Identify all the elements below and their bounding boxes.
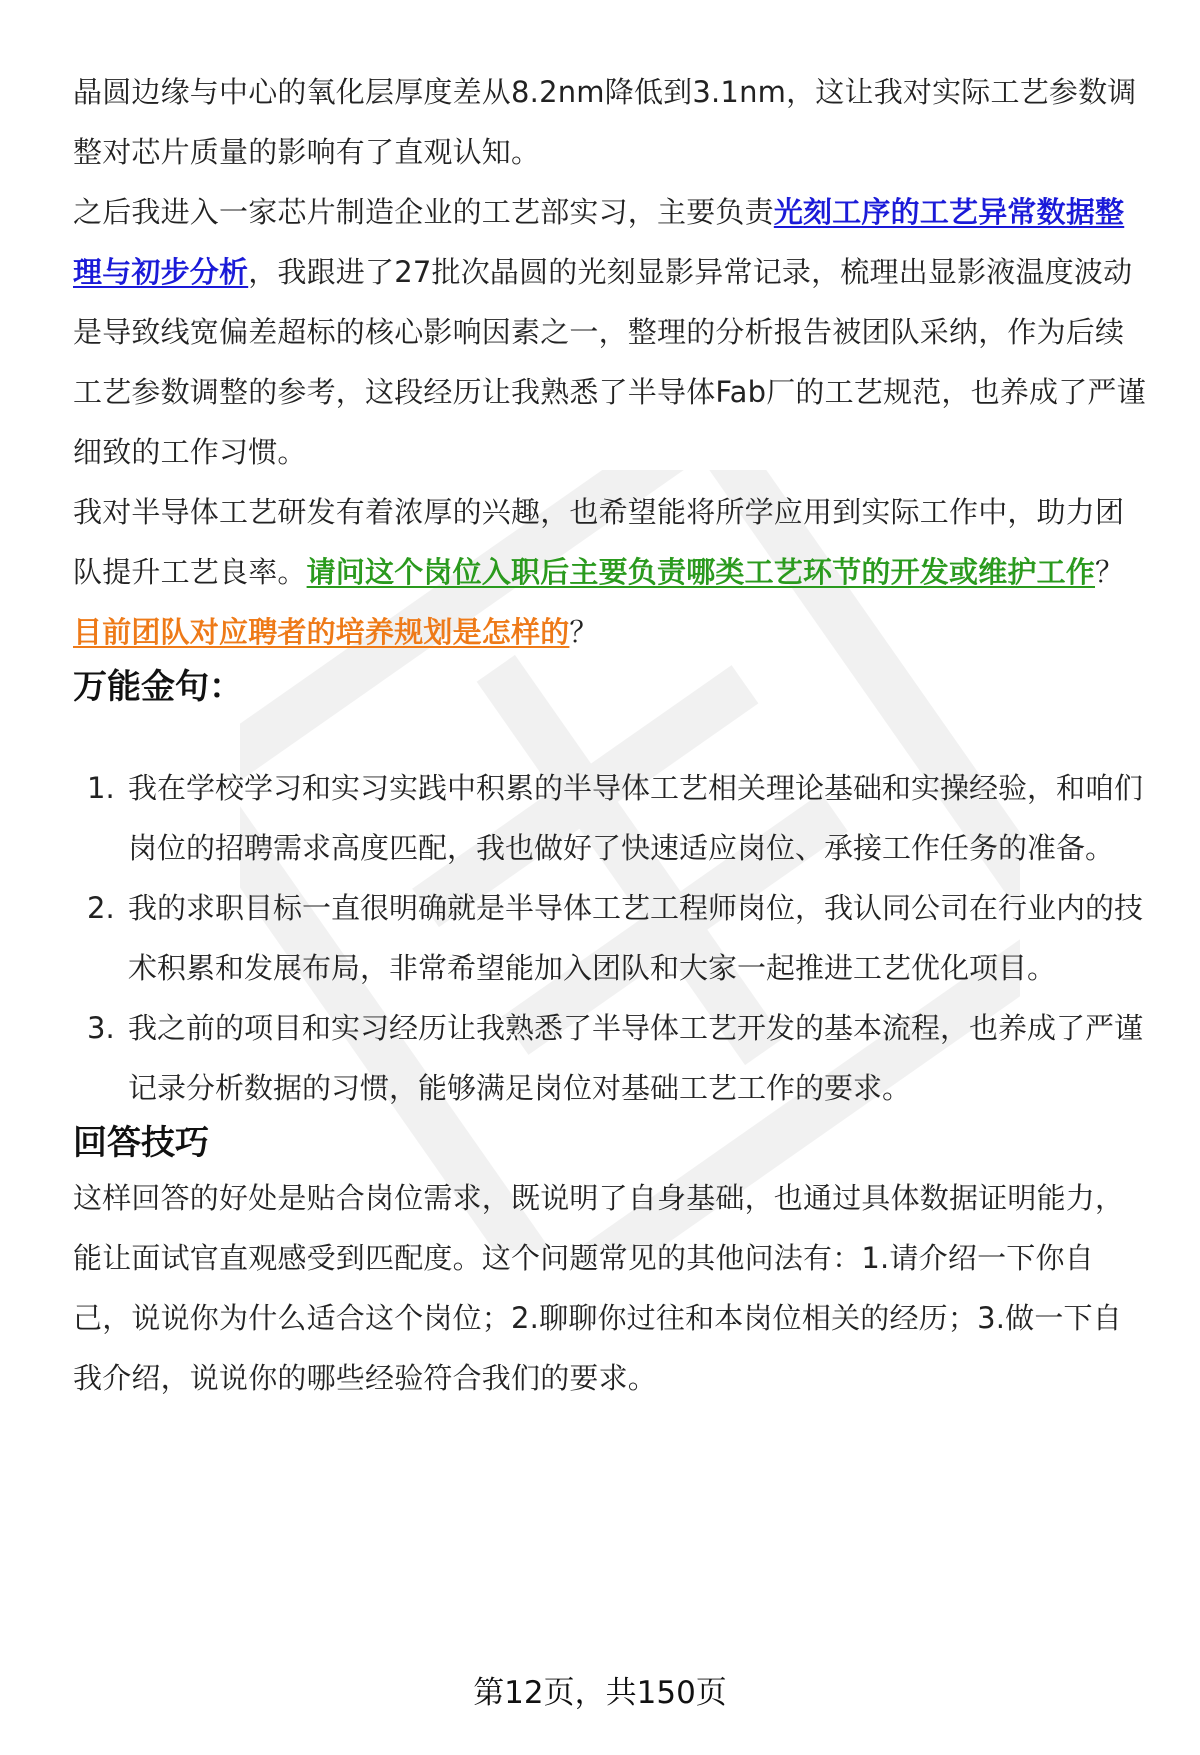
- list-number: 3.: [87, 1011, 115, 1045]
- page-number: 第12页，共150页: [473, 1675, 727, 1711]
- paragraph-text: 我对半导体工艺研发有着浓厚的兴趣，也希望能将所学应用到实际工作中，助力团队提升工艺良率。: [73, 495, 1125, 589]
- paragraph-answer-tips: [73, 1168, 1147, 1408]
- paragraph-internship: [73, 182, 1147, 482]
- list-item-text: 我之前的项目和实习经历让我熟悉了半导体工艺开发的基本流程，也养成了严谨记录分析数据的习惯，能够满足岗位对基础工艺工作的要求。: [128, 1011, 1144, 1105]
- list-item-text: 我的求职目标一直很明确就是半导体工艺工程师岗位，我认同公司在行业内的技术积累和发展布局，非常希望能加入团队和大家一起推进工艺优化项目。: [128, 891, 1144, 985]
- document-body: [73, 62, 1147, 1408]
- paragraph-text: 之后我进入一家芯片制造企业的工艺部实习，主要负责: [73, 195, 774, 229]
- paragraph-oxide-thickness: [73, 62, 1147, 182]
- list-number: 2.: [87, 891, 115, 925]
- list-item-text: 我在学校学习和实习实践中积累的半导体工艺相关理论基础和实操经验，和咱们岗位的招聘需求高度匹配，我也做好了快速适应岗位、承接工作任务的准备。: [128, 771, 1144, 865]
- golden-sentences-heading: 万能金句：: [73, 667, 243, 707]
- question-mark: ？: [569, 615, 599, 649]
- question-mark: ？: [1095, 555, 1125, 589]
- highlight-question-training: 目前团队对应聘者的培养规划是怎样的: [73, 615, 570, 649]
- paragraph-text: 这样回答的好处是贴合岗位需求，既说明了自身基础，也通过具体数据证明能力，能让面试官直观感受到匹配度。这个问题常见的其他问法有：1.请介绍一下你自己，说说你为什么适合这个岗位；2.聊聊你过往和本岗位相关的经历；3.做一下自我介绍，说说你的哪些经验符合我们的要求。: [73, 1181, 1125, 1395]
- paragraph-questions: [73, 482, 1147, 662]
- list-item: [73, 878, 1147, 998]
- highlight-lithography-task: 光刻工序的工艺异常数据整理与初步分析: [73, 195, 1125, 289]
- golden-sentences-list: [73, 758, 1147, 1118]
- answer-tips-heading: 回答技巧: [73, 1123, 209, 1163]
- list-number: 1.: [87, 771, 115, 805]
- list-item: [73, 998, 1147, 1118]
- paragraph-text: 晶圆边缘与中心的氧化层厚度差从8.2nm降低到3.1nm，这让我对实际工艺参数调整对芯片质量的影响有了直观认知。: [73, 75, 1137, 169]
- highlight-question-role: 请问这个岗位入职后主要负责哪类工艺环节的开发或维护工作: [306, 555, 1096, 589]
- paragraph-text: ，我跟进了27批次晶圆的光刻显影异常记录，梳理出显影液温度波动是导致线宽偏差超标的核心影响因素之一，整理的分析报告被团队采纳，作为后续工艺参数调整的参考，这段经历让我熟悉了半导体Fab厂的工艺规范，也养成了严谨细致的工作习惯。: [73, 255, 1146, 469]
- list-item: [73, 758, 1147, 878]
